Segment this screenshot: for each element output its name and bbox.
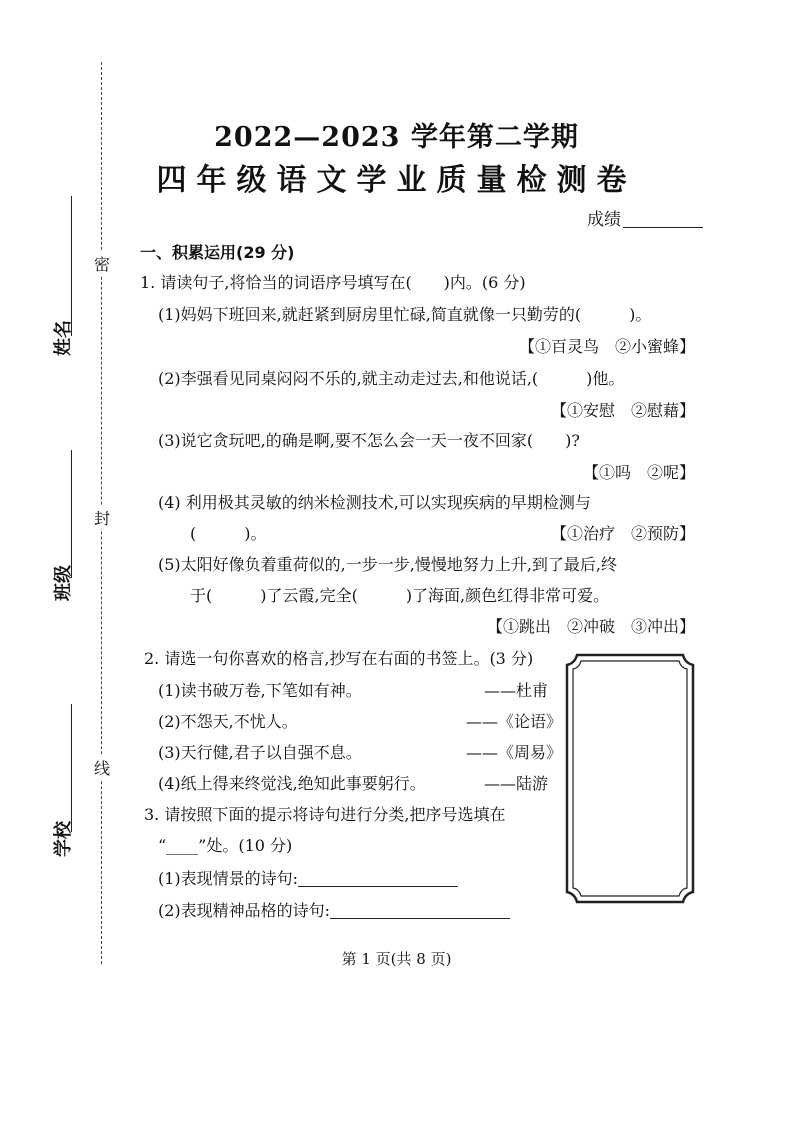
q1-item-3-options: 【①吗 ②呢】 (582, 463, 695, 482)
q1-item-4: (4) 利用极其灵敏的纳米检测技术,可以实现疾病的早期检测与 (158, 493, 591, 512)
q2-item-4: (4)纸上得来终觉浅,绝知此事要躬行。 (158, 774, 426, 793)
class-field-label: 班级 (53, 565, 74, 601)
question-3-stem-cont: “____”处。(10 分) (158, 836, 293, 855)
q3-item-2-label: (2)表现精神品格的诗句: (158, 901, 331, 920)
name-field-label: 姓名 (53, 320, 74, 356)
page-number: 第 1 页(共 8 页) (341, 950, 452, 968)
q2-item-2-source: ——《论语》 (466, 712, 563, 731)
question-2-stem: 2. 请选一句你喜欢的格言,抄写在右面的书签上。(3 分) (144, 649, 534, 668)
seal-char-feng: 封 (93, 506, 111, 529)
school-field-label: 学校 (53, 821, 74, 857)
q1-item-5: (5)太阳好像负着重荷似的,一步一步,慢慢地努力上升,到了最后,终 (158, 555, 618, 574)
q2-item-1: (1)读书破万卷,下笔如有神。 (158, 681, 362, 700)
question-3-stem: 3. 请按照下面的提示将诗句进行分类,把序号选填在 (144, 805, 506, 824)
page-title-exam: 四年级语文学业质量检测卷 (156, 163, 637, 198)
score-input-line[interactable] (623, 211, 703, 228)
score-label: 成绩 (587, 210, 621, 230)
school-field-line[interactable] (71, 704, 72, 832)
q2-item-3: (3)天行健,君子以自强不息。 (158, 743, 362, 762)
question-1-stem: 1. 请读句子,将恰当的词语序号填写在( )内。(6 分) (140, 273, 526, 292)
q1-item-1: (1)妈妈下班回来,就赶紧到厨房里忙碌,简直就像一只勤劳的( )。 (158, 305, 652, 324)
class-field-line[interactable] (71, 450, 72, 578)
q1-item-2: (2)李强看见同桌闷闷不乐的,就主动走过去,和他说话,( )他。 (158, 369, 625, 388)
q2-item-2: (2)不怨天,不忧人。 (158, 712, 298, 731)
score-field (587, 205, 703, 230)
q1-item-3: (3)说它贪玩吧,的确是啊,要不怎么会一天一夜不回家( )? (158, 431, 580, 450)
q3-item-1-answer-line[interactable] (298, 871, 458, 887)
q3-item-2-answer-line[interactable] (330, 903, 510, 919)
q1-item-1-options: 【①百灵鸟 ②小蜜蜂】 (518, 337, 695, 356)
q3-item-1-label: (1)表现情景的诗句: (158, 869, 299, 888)
bookmark-frame[interactable] (563, 651, 697, 906)
name-field-line[interactable] (71, 196, 72, 336)
q2-item-4-source: ——陆游 (484, 774, 549, 793)
seal-char-xian: 线 (93, 756, 111, 779)
q1-item-2-options: 【①安慰 ②慰藉】 (550, 401, 695, 420)
q2-item-3-source: ——《周易》 (466, 743, 563, 762)
q2-item-1-source: ——杜甫 (484, 681, 549, 700)
seal-char-mi: 密 (93, 252, 111, 275)
q3-item-1 (158, 866, 458, 889)
q1-item-4-options: 【①治疗 ②预防】 (550, 524, 695, 543)
q3-item-2 (158, 898, 510, 921)
q1-item-4-cont: ( )。 (190, 524, 267, 543)
q1-item-5-cont: 于( )了云霞,完全( )了海面,颜色红得非常可爱。 (190, 586, 610, 605)
page-title-term: 2022—2023 学年第二学期 (214, 122, 579, 153)
q1-item-5-options: 【①跳出 ②冲破 ③冲出】 (486, 617, 695, 636)
section-heading: 一、积累运用(29 分) (140, 243, 295, 262)
